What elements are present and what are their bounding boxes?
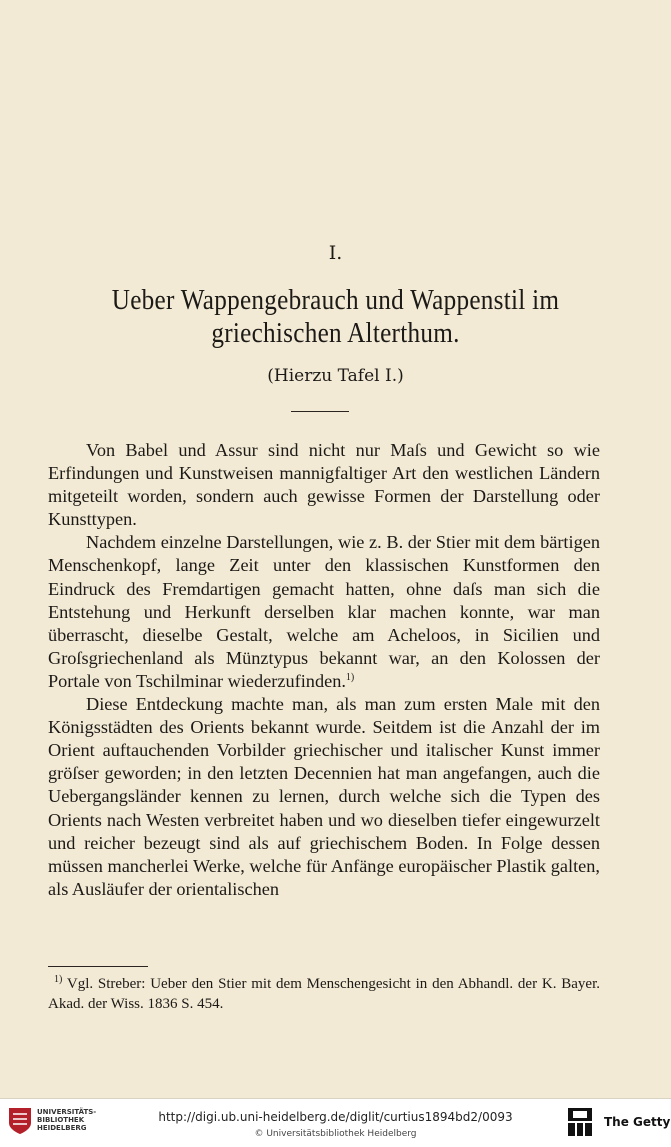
- getty-logo-icon: [567, 1107, 593, 1137]
- footnote-marker: 1): [54, 974, 63, 985]
- copyright-notice: © Universitätsbibliothek Heidelberg: [254, 1129, 417, 1139]
- paragraph-2-text: Nachdem einzelne Darstellungen, wie z. B. der Stier mit dem bärtigen Menschenkopf, lange Zeit unter den klassischen Kunstformen den Eindruck des Fremdartigen gemacht hatten, ohne daſs man sich die Entstehung und Herkunft derselben klar machen konnte, war man überrascht, dieselbe Gestalt, welche am Acheloos, in Sicilien und Groſsgriechenland als Münztypus bekannt war, an den Kolossen der Portale von Tschilminar wiederzufinden.: [48, 532, 600, 691]
- chapter-subtitle: (Hierzu Tafel I.): [267, 366, 404, 386]
- footer-bar: [0, 1098, 671, 1147]
- footnote-divider: [48, 966, 148, 967]
- library-line-3: HEIDELBERG: [37, 1124, 87, 1132]
- body-text: [48, 439, 600, 901]
- library-line-1: UNIVERSITÄTS-: [37, 1108, 97, 1116]
- title-line-1: Ueber Wappengebrauch und Wappenstil im: [111, 285, 560, 316]
- chapter-title: [61, 284, 611, 350]
- footnote-text: Vgl. Streber: Ueber den Stier mit dem Menschengesicht in den Abhandl. der K. Bayer. Akad. der Wiss. 1836 S. 454.: [48, 976, 600, 1012]
- chapter-number: I.: [328, 242, 343, 264]
- paragraph-3: Diese Entdeckung machte man, als man zum ersten Male mit den Königsstädten des Orients bekannt wurde. Seitdem ist die Anzahl der im Orient auftauchenden Vorbilder griechischer und italischer Kunst immer gröſser geworden; in den letzten Decennien hat man angefangen, auch die Uebergangsländer kennen zu lernen, durch welche sich die Typen des Orients nach Westen verbreitet haben und wo dieselben tiefer eingewurzelt und reicher bezeugt sind als auf griechischem Boden. In Folge dessen müssen mancherlei Werke, welche für Anfänge europäischer Plastik galten, als Ausläufer der orientalischen: [48, 694, 600, 899]
- library-line-2: BIBLIOTHEK: [37, 1116, 85, 1124]
- title-divider: [291, 411, 349, 412]
- title-line-2: griechischen Alterthum.: [211, 318, 460, 349]
- paragraph-1: Von Babel und Assur sind nicht nur Maſs und Gewicht so wie Erfindungen und Kunstweisen mannigfaltiger Art den westlichen Ländern mitgeteilt worden, sondern auch gewisse Formen der Darstellung oder Kunsttypen.: [48, 440, 600, 530]
- paragraph-2: [48, 531, 600, 693]
- footnote-ref: 1): [345, 671, 355, 683]
- getty-label: The Getty: [604, 1115, 671, 1129]
- page-url-link[interactable]: http://digi.ub.uni-heidelberg.de/diglit/curtius1894bd2/0093: [158, 1110, 513, 1124]
- footnote: [48, 974, 600, 1014]
